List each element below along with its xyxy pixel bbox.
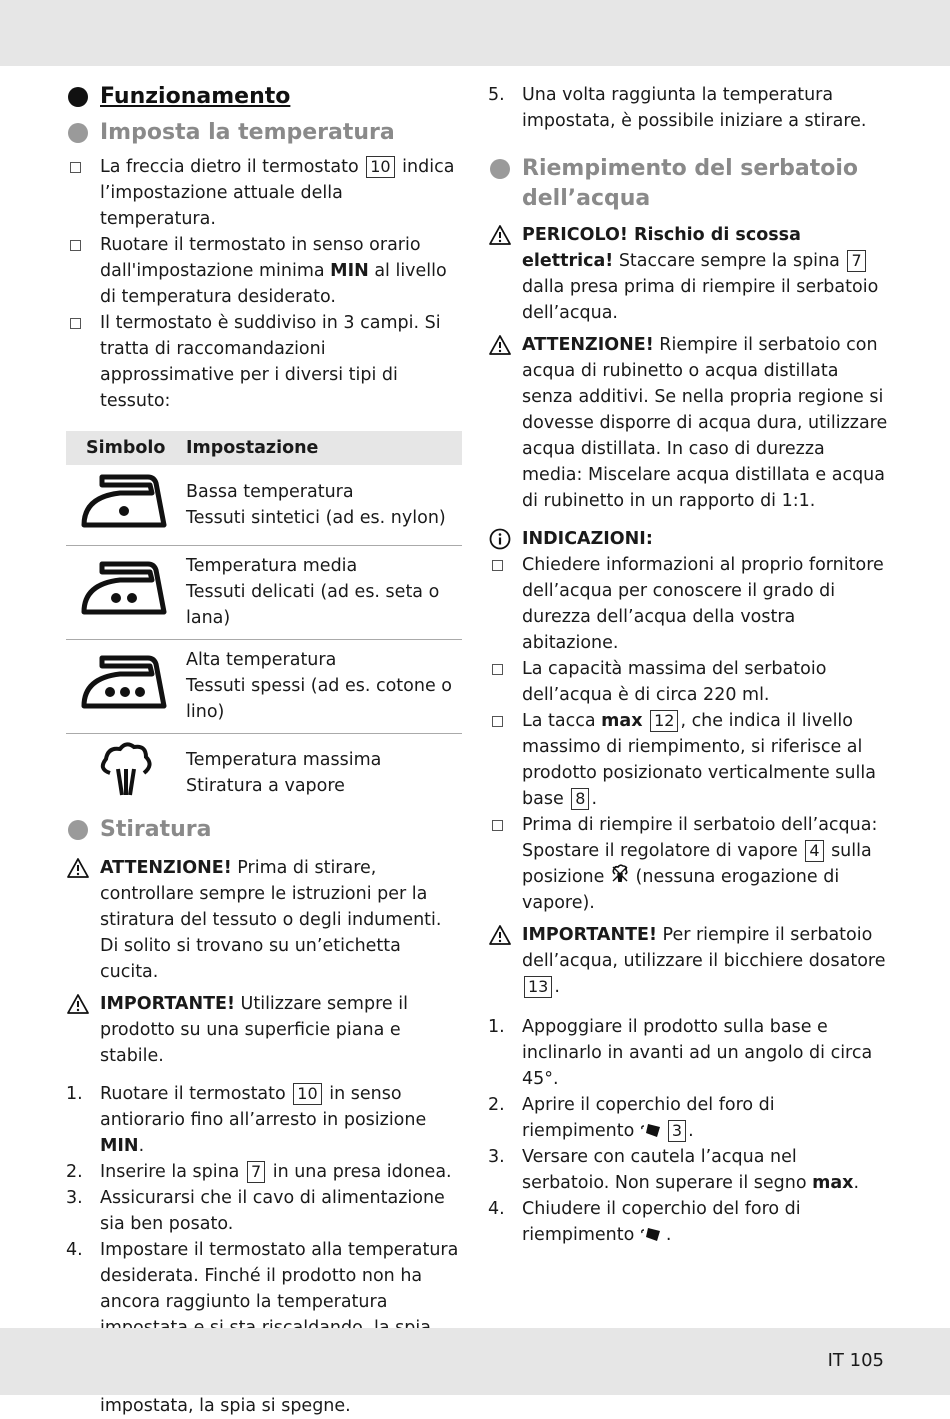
warning-icon (488, 924, 512, 946)
steam-icon (80, 739, 170, 799)
header-band (0, 0, 950, 66)
list-item: La tacca max 12 , che indica il livello massimo di riempimento, si riferisce al prodotto posizionato verticalmente sulla base 8 . (488, 708, 888, 812)
list-item: 2. Aprire il coperchio del foro di riempimento 3 . (488, 1095, 775, 1141)
page-number: IT 105 (827, 1350, 884, 1371)
fill-cap-icon (640, 1225, 666, 1243)
temperature-bullets (66, 154, 462, 414)
table-header-setting: Impostazione (186, 431, 462, 465)
heading-imposta-temperatura: Imposta la temperatura (66, 118, 462, 148)
warning-pericolo: PERICOLO! Rischio di scossa elettrica! Staccare sempre la spina 7 dalla presa prima di riempire il serbatoio dell’acqua. (488, 222, 888, 326)
right-column (488, 82, 888, 1248)
list-item: 4. Chiudere il coperchio del foro di riempimento . (488, 1199, 801, 1245)
heading-funzionamento: Funzionamento (66, 82, 462, 112)
info-icon (488, 528, 512, 550)
list-item: 4. Impostare il termostato alla temperatura desiderata. Finché il prodotto non ha ancora raggiunto la temperatura impostata, la spia si spegne. (66, 1240, 459, 1416)
warning-attenzione-acqua: ATTENZIONE! Riempire il serbatoio con acqua di rubinetto o acqua distillata senza additivi. Se nella propria regione si dovesse disporre di acqua dura, utilizzare acqua distillata. In caso di durezza media: Miscelare acqua distillata e acqua di rubinetto in un rapporto di 1:1. (488, 332, 888, 514)
table-cell: Tessuti delicati (ad es. seta o lana) (186, 582, 440, 628)
symbol-table (66, 431, 462, 813)
table-cell: Temperatura media (186, 556, 358, 576)
warning-icon (66, 857, 90, 879)
table-row (66, 733, 462, 813)
warning-icon (488, 224, 512, 246)
info-bullets (488, 552, 888, 916)
warning-icon (66, 993, 90, 1015)
warning-icon (488, 334, 512, 356)
table-row (66, 465, 462, 545)
table-cell: Tessuti spessi (ad es. cotone o lino) (186, 676, 453, 722)
no-steam-icon (610, 864, 630, 884)
list-item: Il termostato è suddiviso in 3 campi. Si tratta di raccomandazioni approssimative per i diversi tipi di tessuto: (66, 310, 462, 414)
filling-steps (488, 1014, 888, 1248)
list-item: 2. Inserire la spina 7 in una presa idonea. (66, 1162, 452, 1182)
table-cell: Temperatura massima (186, 750, 382, 771)
table-row (66, 545, 462, 639)
list-item: Chiedere informazioni al proprio fornitore dell’acqua per conoscere il grado di durezza dell’acqua della vostra abitazione. (488, 552, 888, 656)
left-column (66, 82, 462, 1419)
list-item: 3. Versare con cautela l’acqua nel serbatoio. Non superare il segno max. (488, 1147, 860, 1193)
iron-one-dot-icon (80, 471, 170, 531)
table-cell: Alta temperatura (186, 650, 337, 670)
warning-importante: IMPORTANTE! Utilizzare sempre il prodotto su una superficie piana e stabile. (66, 991, 462, 1069)
table-row (66, 639, 462, 733)
footer-band (0, 1328, 950, 1395)
list-item: La freccia dietro il termostato 10 indica l’impostazione attuale della temperatura. (66, 154, 462, 232)
warning-attenzione: ATTENZIONE! Prima di stirare, controllare sempre le istruzioni per la stiratura del tessuto o degli indumenti. Di solito si trovano su un’etichetta cucita. (66, 855, 462, 985)
list-item: Ruotare il termostato in senso orario dall'impostazione minima MIN al livello di temperatura desiderato. (66, 232, 462, 310)
list-item: Prima di riempire il serbatoio dell’acqua: Spostare il regolatore di vapore 4 sulla posizione (nessuna erogazione di vapore). (488, 812, 888, 916)
warning-importante-dosatore: IMPORTANTE! Per riempire il serbatoio dell’acqua, utilizzare il bicchiere dosatore 13 . (488, 922, 888, 1000)
table-cell: Tessuti sintetici (ad es. nylon) (186, 507, 446, 528)
list-item: 3. Assicurarsi che il cavo di alimentazione sia ben posato. (66, 1188, 445, 1234)
iron-three-dots-icon (80, 652, 170, 712)
list-item: La capacità massima del serbatoio dell’acqua è di circa 220 ml. (488, 656, 888, 708)
list-item: 1. Appoggiare il prodotto sulla base e inclinarlo in avanti ad un angolo di circa 45°. (488, 1017, 873, 1089)
table-cell: Stiratura a vapore (186, 776, 345, 797)
list-item: 5. Una volta raggiunta la temperatura impostata, è possibile iniziare a stirare. (488, 85, 867, 131)
fill-cap-icon (640, 1121, 666, 1139)
info-title: INDICAZIONI: (488, 526, 888, 552)
table-cell: Bassa temperatura (186, 481, 354, 502)
iron-two-dots-icon (80, 558, 170, 618)
table-header-symbol: Simbolo (66, 431, 186, 465)
heading-stiratura: Stiratura (66, 815, 462, 845)
heading-riempimento: Riempimento del serbatoio dell’acqua (488, 154, 888, 214)
list-item: 1. Ruotare il termostato 10 in senso antiorario fino all’arresto in posizione MIN. (66, 1084, 427, 1156)
